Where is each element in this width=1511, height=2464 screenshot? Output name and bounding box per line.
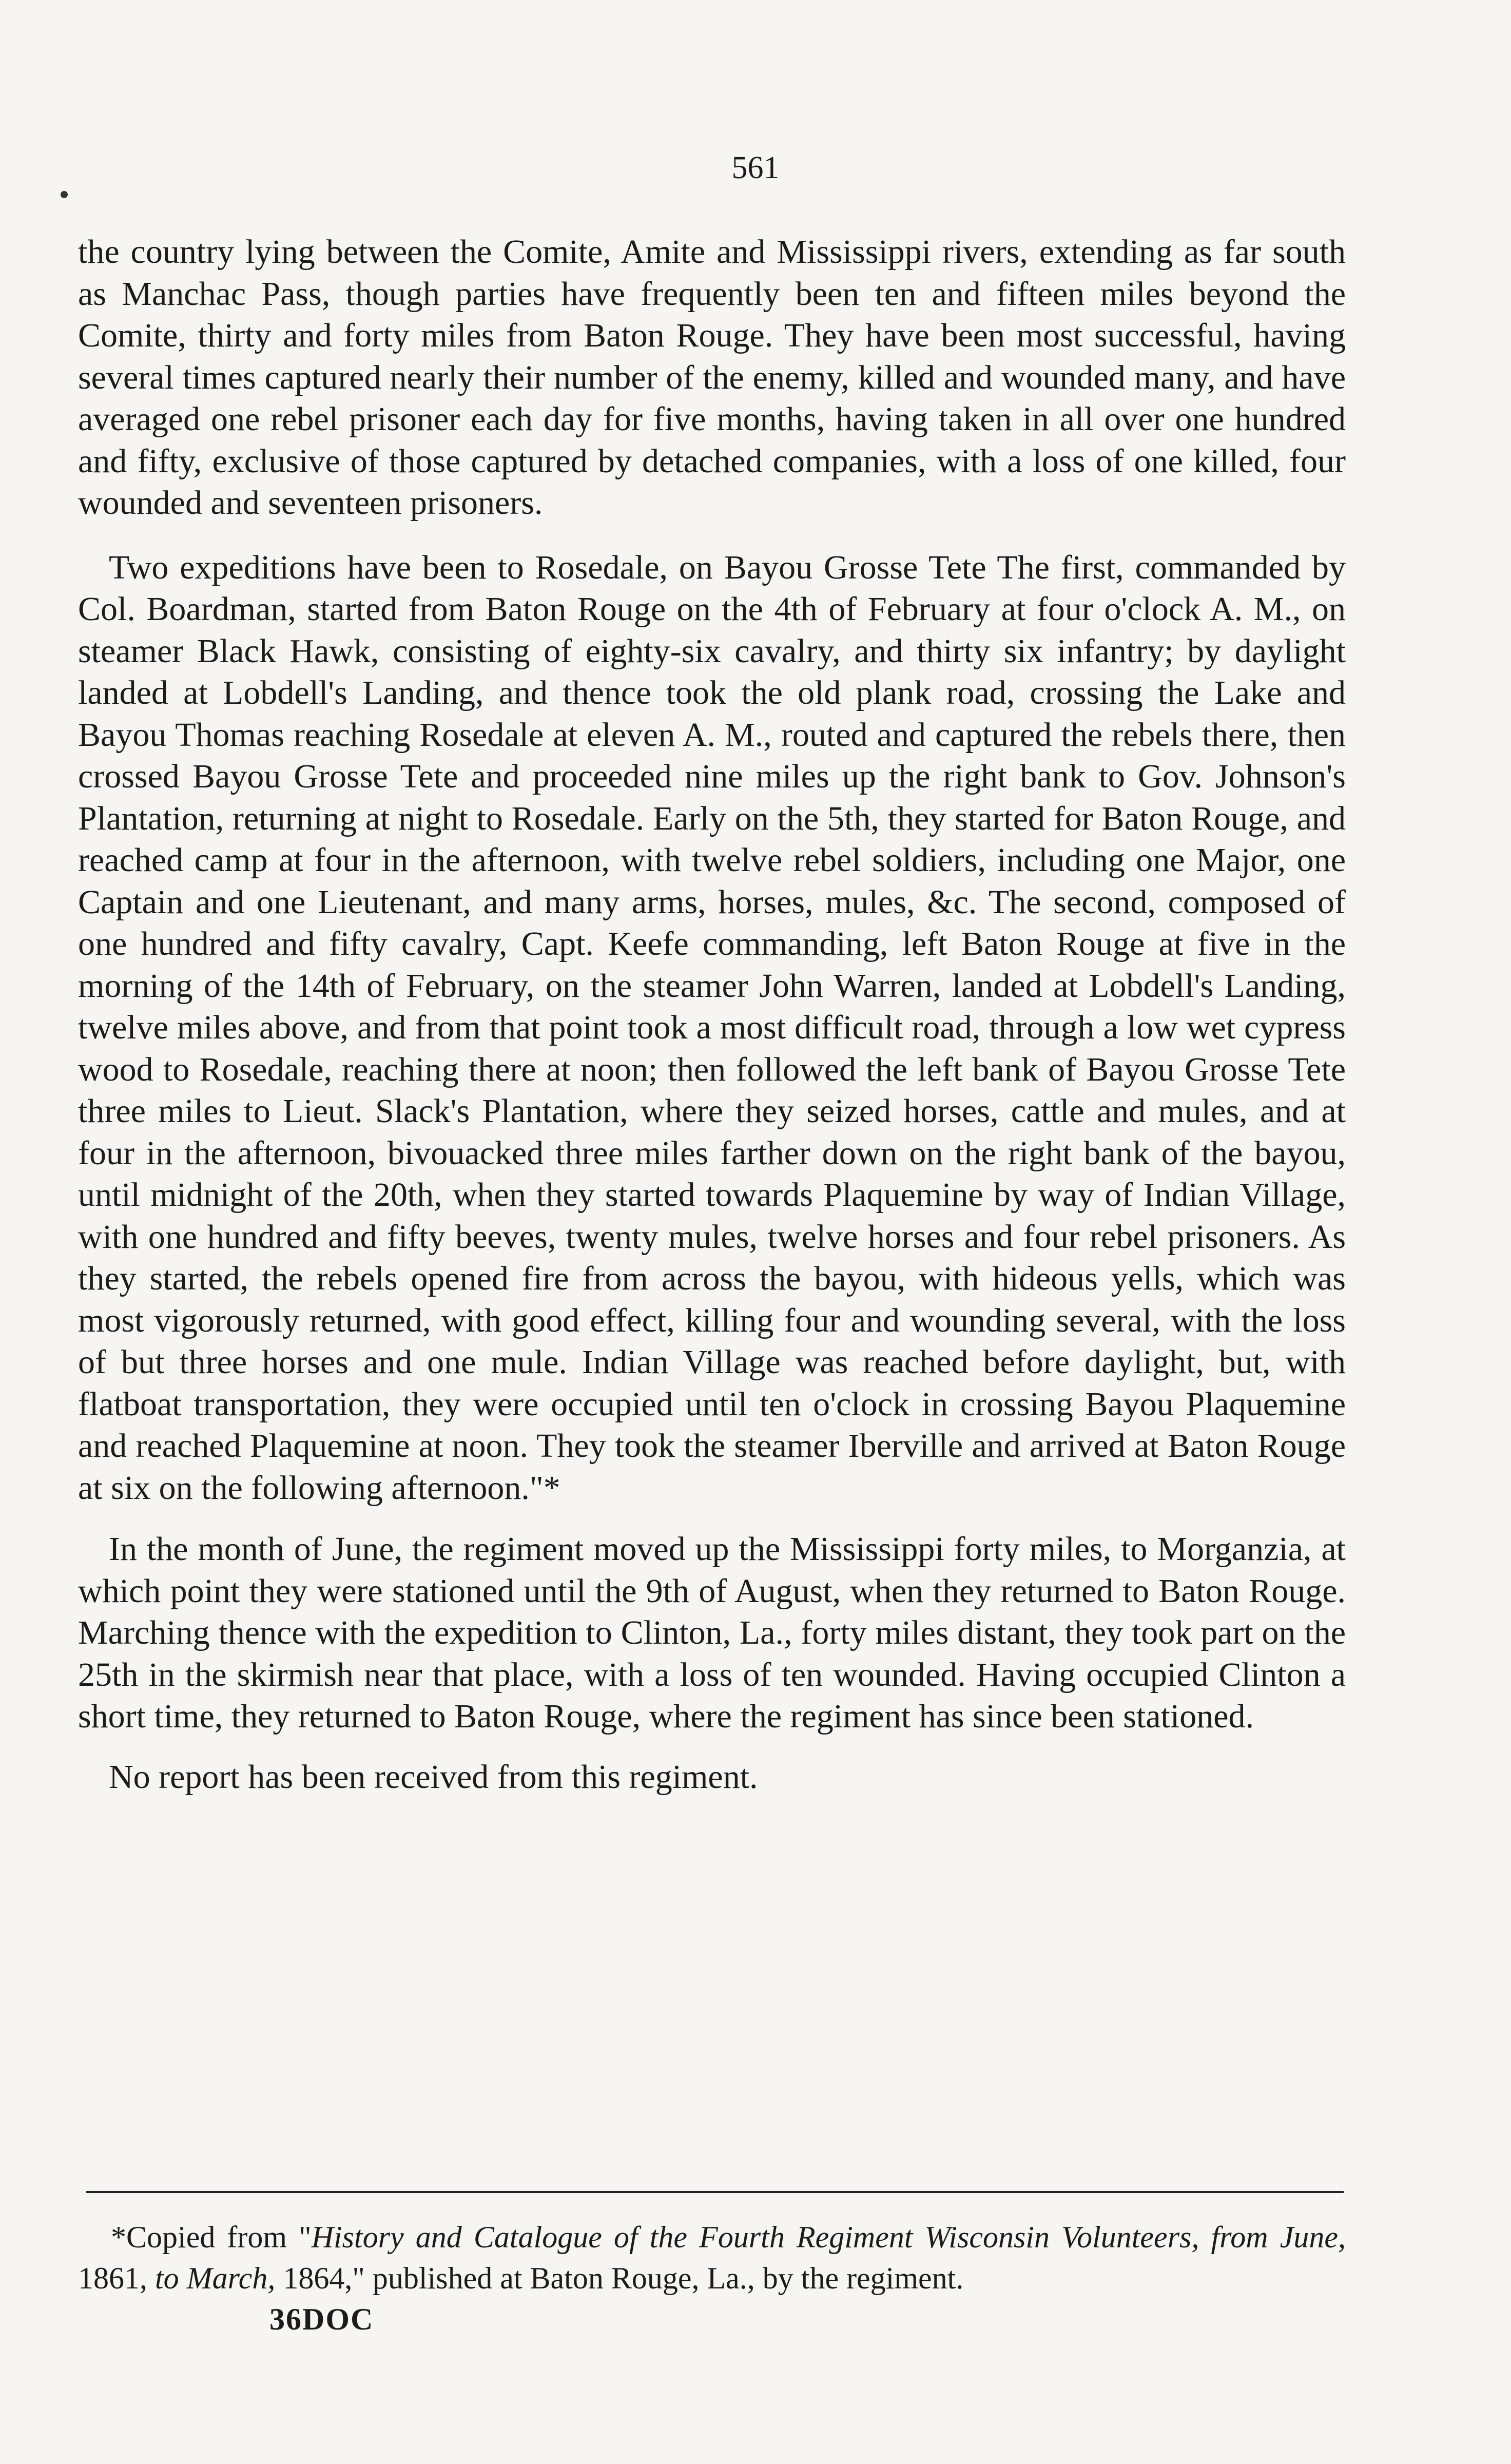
paragraph-1: the country lying between the Comite, Amite and Mississippi rivers, extending as far south as Manchac Pass, though parties have frequently been ten and fifteen miles beyond the Comite, thirty and forty miles from Baton Rouge. They have been most successful, having several times captured nearly their number of the enemy, killed and wounded many, and have averaged one rebel prisoner each day for five months, having taken in all over one hundred and fifty, exclusive of those captured by detached companies, with a loss of one killed, four wounded and seventeen prisoners. bbox=[78, 233, 1346, 522]
footnote-to: to March, bbox=[155, 2261, 276, 2295]
footnote bbox=[78, 2217, 1346, 2299]
paragraph-4: No report has been received from this regiment. bbox=[109, 1758, 758, 1796]
footnote-prefix: *Copied from " bbox=[111, 2220, 312, 2254]
page-number: 561 bbox=[731, 150, 780, 185]
footnote-year-1: 1861, bbox=[78, 2261, 155, 2295]
signature-mark: 36DOC bbox=[269, 2302, 374, 2336]
paragraph-2: Two expeditions have been to Rosedale, on Bayou Grosse Tete The first, commanded by Col. Boardman, started from Baton Rouge on the 4th of February at four o'clock A. M., on steamer Black Hawk, consisting of eighty-six cavalry, and thirty six infantry; by daylight landed at Lobdell's Landing, and thence took the old plank road, crossing the Lake and Bayou Thomas reaching Rosedale at eleven A. M., routed and captured the rebels there, then crossed Bayou Grosse Tete and proceeded nine miles up the right bank to Gov. Johnson's Plantation, returning at night to Rosedale. Early on the 5th, they started for Baton Rouge, and reached camp at four in the afternoon, with twelve rebel soldiers, including one Major, one Captain and one Lieutenant, and many arms, horses, mules, &c. The second, composed of one hundred and fifty cavalry, Capt. Keefe commanding, left Baton Rouge at five in the morning of the 14th of February, on the steamer John Warren, landed at Lobdell's Landing, twelve miles above, and from that point took a most difficult road, through a low wet cypress wood to Rosedale, reaching there at noon; then followed the left bank of Bayou Grosse Tete three miles to Lieut. Slack's Plantation, where they seized horses, cattle and mules, and at four in the afternoon, bivouacked three miles farther down on the right bank of the bayou, until midnight of the 20th, when they started towards Plaquemine by way of Indian Village, with one hundred and fifty beeves, twenty mules, twelve horses and four rebel prisoners. As they started, the rebels opened fire from across the bayou, with hideous yells, which was most vigorously returned, with good effect, killing four and wounding several, with the loss of but three horses and one mule. Indian Village was reached before daylight, but, with flatboat transportation, they were occupied until ten o'clock in crossing Bayou Plaquemine and reached Plaquemine at noon. They took the steamer Iberville and arrived at Baton Rouge at six on the following afternoon."* bbox=[78, 548, 1346, 1507]
footnote-rest: 1864," published at Baton Rouge, La., by the regiment. bbox=[275, 2261, 964, 2295]
footnote-title: History and Catalogue of the Fourth Regiment Wisconsin Volunteers, from June, bbox=[311, 2220, 1346, 2254]
margin-dot bbox=[61, 191, 68, 198]
footnote-divider bbox=[86, 2191, 1344, 2193]
main-text bbox=[78, 231, 1346, 1798]
paragraph-3: In the month of June, the regiment moved up the Mississippi forty miles, to Morganzia, at which point they were stationed until the 9th of August, when they returned to Baton Rouge. Marching thence with the expedition to Clinton, La., forty miles distant, they took part on the 25th in the skirmish near that place, with a loss of ten wounded. Having occupied Clinton a short time, they returned to Baton Rouge, where the regiment has since been stationed. bbox=[78, 1530, 1346, 1735]
